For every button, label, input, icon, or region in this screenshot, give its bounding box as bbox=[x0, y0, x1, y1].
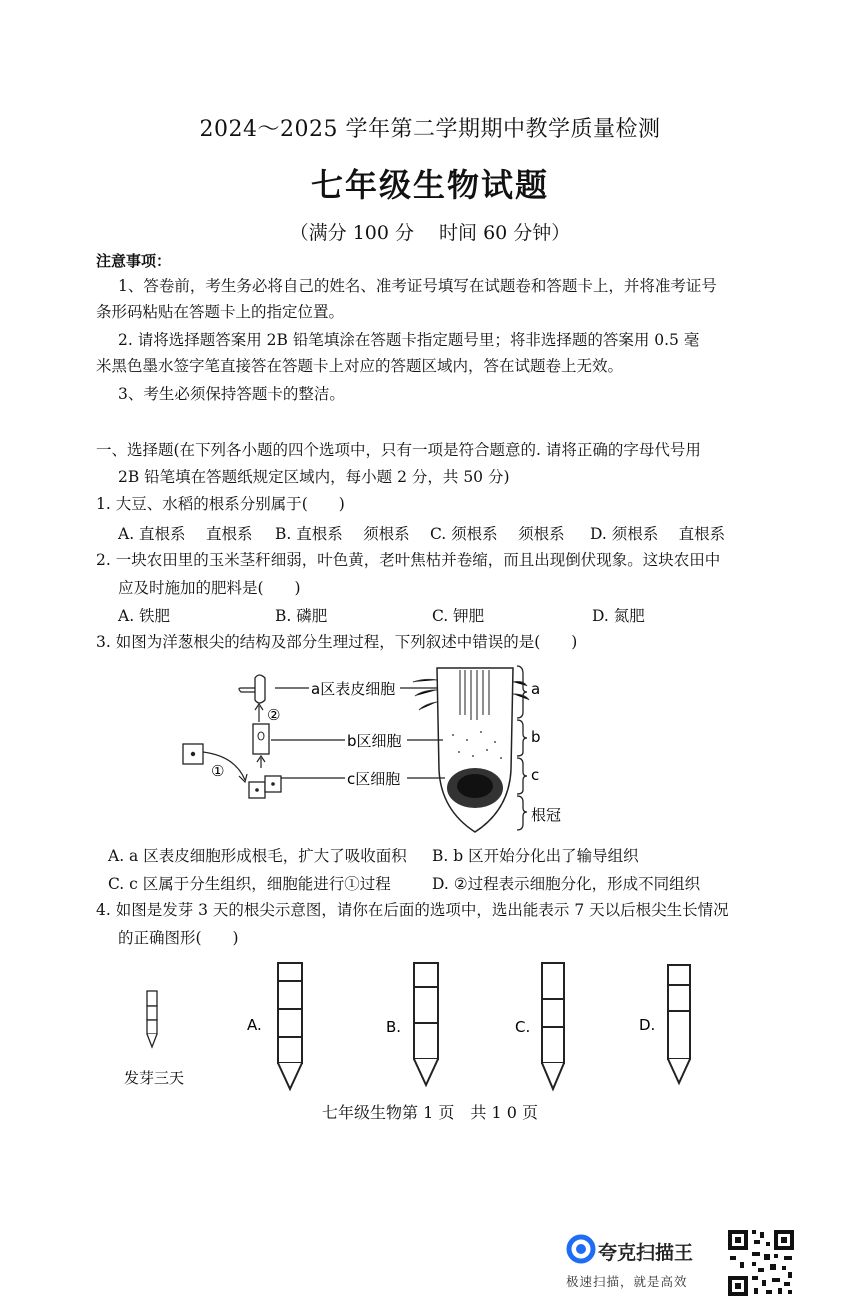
process-1-marker: ① bbox=[211, 762, 225, 780]
notice-item: 条形码粘贴在答题卡上的指定位置。 bbox=[96, 303, 345, 321]
notice-item: 1、答卷前，考生务必将自己的姓名、准考证号填写在试题卷和答题卡上，并将准考证号 bbox=[118, 277, 717, 295]
zone-a-label: a bbox=[531, 680, 541, 698]
question-4-stem: 4. 如图是发芽 3 天的根尖示意图，请你在后面的选项中，选出能表示 7 天以后根尖生长情况 bbox=[96, 901, 729, 919]
option-b-label: B. bbox=[386, 1018, 402, 1036]
section-heading: 一、选择题(在下列各小题的四个选项中，只有一项是符合题意的. 请将正确的字母代号用 bbox=[96, 441, 701, 459]
q1-option-b: B. 直根系 须根系 bbox=[275, 525, 410, 543]
q1-option-c: C. 须根系 须根系 bbox=[430, 525, 565, 543]
notice-item: 2. 请将选择题答案用 2B 铅笔填涂在答题卡指定题号里；将非选择题的答案用 0.5 毫 bbox=[118, 331, 700, 349]
process-2-marker: ② bbox=[267, 706, 281, 724]
epidermis-cell bbox=[255, 675, 265, 703]
question-4-stem-cont: 的正确图形( ) bbox=[118, 929, 239, 947]
watermark-brand: 夸克扫描王 bbox=[598, 1242, 694, 1264]
watermark-slogan: 极速扫描，就是高效 bbox=[566, 1274, 688, 1289]
root-cap-label: 根冠 bbox=[531, 806, 562, 824]
q3-option-b: B. b 区开始分化出了输导组织 bbox=[432, 847, 639, 865]
question-2-stem: 2. 一块农田里的玉米茎秆细弱，叶色黄，老叶焦枯并卷缩，而且出现倒伏现象。这块农田中 bbox=[96, 551, 721, 569]
option-a-figure[interactable] bbox=[278, 963, 302, 1089]
q2-option-a: A. 铁肥 bbox=[118, 607, 171, 625]
qr-code-icon bbox=[726, 1228, 796, 1298]
option-b-figure[interactable] bbox=[414, 963, 438, 1085]
exam-meta: （满分 100 分 时间 60 分钟） bbox=[289, 222, 571, 244]
exam-title: 2024～2025 学年第二学期期中教学质量检测 bbox=[199, 117, 661, 142]
option-d-label: D. bbox=[639, 1016, 656, 1034]
section-instructions: 2B 铅笔填在答题纸规定区域内，每小题 2 分，共 50 分) bbox=[118, 468, 510, 486]
root-growth-figures bbox=[110, 955, 710, 1095]
option-a-label: A. bbox=[247, 1016, 262, 1034]
q2-option-c: C. 钾肥 bbox=[432, 607, 485, 625]
q1-option-a: A. 直根系 直根系 bbox=[118, 525, 253, 543]
option-c-figure[interactable] bbox=[542, 963, 564, 1089]
root-tip-figure bbox=[175, 660, 595, 836]
option-c-label: C. bbox=[515, 1018, 531, 1036]
sprout-label: 发芽三天 bbox=[124, 1069, 185, 1087]
sprout-3-days bbox=[147, 991, 157, 1047]
page-footer: 七年级生物第 1 页 共 1 0 页 bbox=[322, 1103, 538, 1122]
q2-option-b: B. 磷肥 bbox=[275, 607, 328, 625]
exam-subject: 七年级生物试题 bbox=[310, 166, 549, 204]
b-zone-cell bbox=[253, 724, 269, 754]
scanner-logo-icon bbox=[566, 1234, 596, 1264]
q3-option-a: A. a 区表皮细胞形成根毛，扩大了吸收面积 bbox=[108, 847, 407, 865]
zone-b-label: b bbox=[531, 728, 541, 746]
notice-heading: 注意事项： bbox=[96, 252, 172, 270]
question-3-stem: 3. 如图为洋葱根尖的结构及部分生理过程，下列叙述中错误的是( ) bbox=[96, 633, 578, 651]
q3-option-d: D. ②过程表示细胞分化，形成不同组织 bbox=[432, 875, 701, 893]
question-1-stem: 1. 大豆、水稻的根系分别属于( ) bbox=[96, 495, 345, 513]
q1-option-d: D. 须根系 直根系 bbox=[590, 525, 726, 543]
b-cell-label: b区细胞 bbox=[347, 732, 402, 750]
question-2-stem-cont: 应及时施加的肥料是( ) bbox=[118, 579, 301, 597]
notice-item: 3、考生必须保持答题卡的整洁。 bbox=[118, 385, 345, 403]
c-cell-label: c区细胞 bbox=[347, 770, 401, 788]
option-d-figure[interactable] bbox=[668, 965, 690, 1083]
q3-option-c: C. c 区属于分生组织，细胞能进行①过程 bbox=[108, 875, 391, 893]
zone-c-label: c bbox=[531, 766, 540, 784]
a-cell-label: a区表皮细胞 bbox=[311, 680, 396, 698]
q2-option-d: D. 氮肥 bbox=[592, 607, 645, 625]
notice-item: 米黑色墨水签字笔直接答在答题卡上对应的答题区域内，答在试题卷上无效。 bbox=[96, 357, 624, 375]
